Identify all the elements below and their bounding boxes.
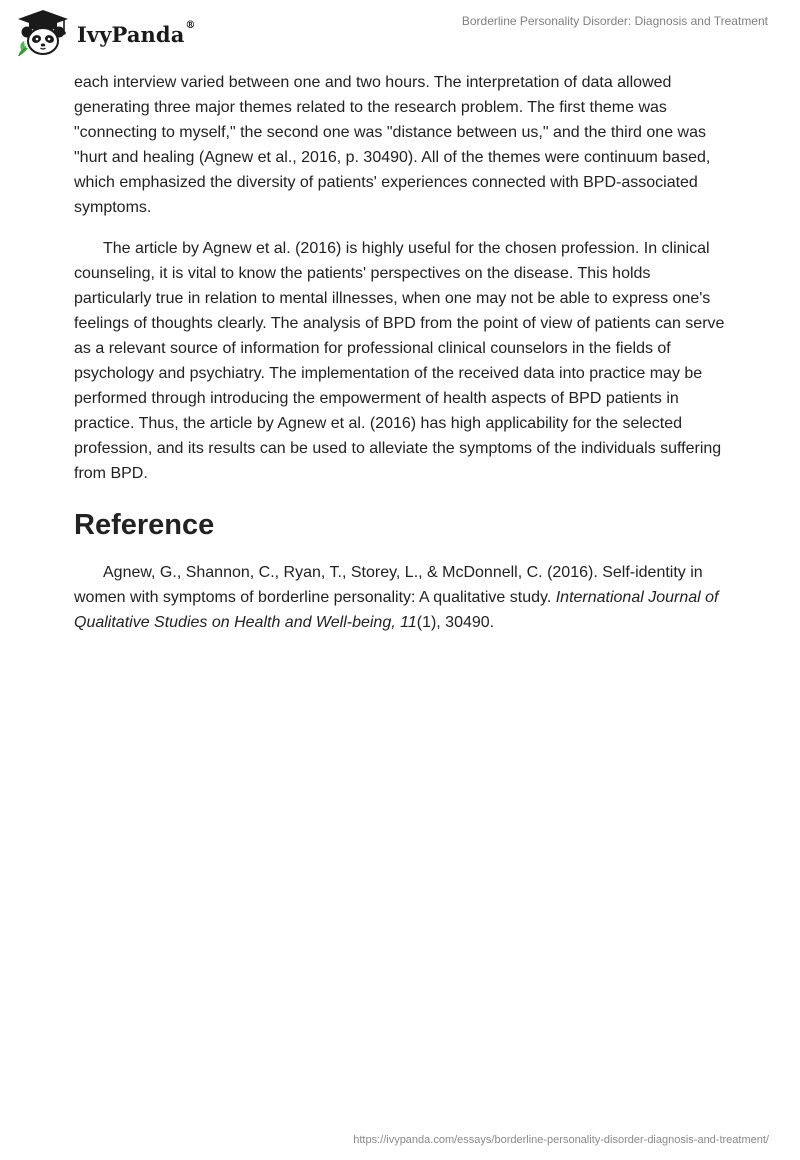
essay-content (74, 70, 726, 635)
reference-entry (74, 560, 726, 635)
reference-issue-pages: (1), 30490. (416, 614, 495, 631)
document-title: Borderline Personality Disorder: Diagnosis and Treatment (461, 14, 768, 28)
panda-graduation-cap-icon (14, 8, 72, 58)
footer-url-link[interactable]: https://ivypanda.com/essays/borderline-personality-disorder-diagnosis-and-treatment/ (353, 1134, 769, 1146)
reference-authors-title: Agnew, G., Shannon, C., Ryan, T., Storey, L., & McDonnell, C. (2016). Self-identity in women with symptoms of borderline personality: A qualitative study. (74, 564, 703, 606)
body-paragraph-2: The article by Agnew et al. (2016) is highly useful for the chosen profession. In clinical counseling, it is vital to know the patients' perspectives on the disease. This holds particularly true in relation to mental illnesses, when one may not be able to express one's feelings of thoughts clearly. The analysis of BPD from the point of view of patients can serve as a relevant source of information for professional clinical counselors in the fields of psychology and psychiatry. The implementation of the received data into practice may be performed through introducing the empowerment of health aspects of BPD patients in practice. Thus, the article by Agnew et al. (2016) has high applicability for the selected profession, and its results can be used to alleviate the symptoms of the individuals suffering from BPD. (74, 240, 725, 482)
logo-wordmark: IvyPanda® (77, 19, 196, 47)
reference-heading: Reference (74, 509, 215, 541)
page-header (0, 0, 800, 64)
registered-mark: ® (185, 19, 196, 31)
body-paragraph-1: each interview varied between one and two hours. The interpretation of data allowed generating three major themes related to the research problem. The first theme was "connecting to myself," the second one was "distance between us," and the third one was "hurt and healing (Agnew et al., 2016, p. 30490). All of the themes were continuum based, which emphasized the diversity of patients' experiences connected with BPD-associated symptoms. (74, 74, 711, 216)
reference-journal: International Journal of Qualitative Studies on Health and Well-being, 11 (74, 589, 719, 631)
ivypanda-logo[interactable] (14, 8, 196, 58)
